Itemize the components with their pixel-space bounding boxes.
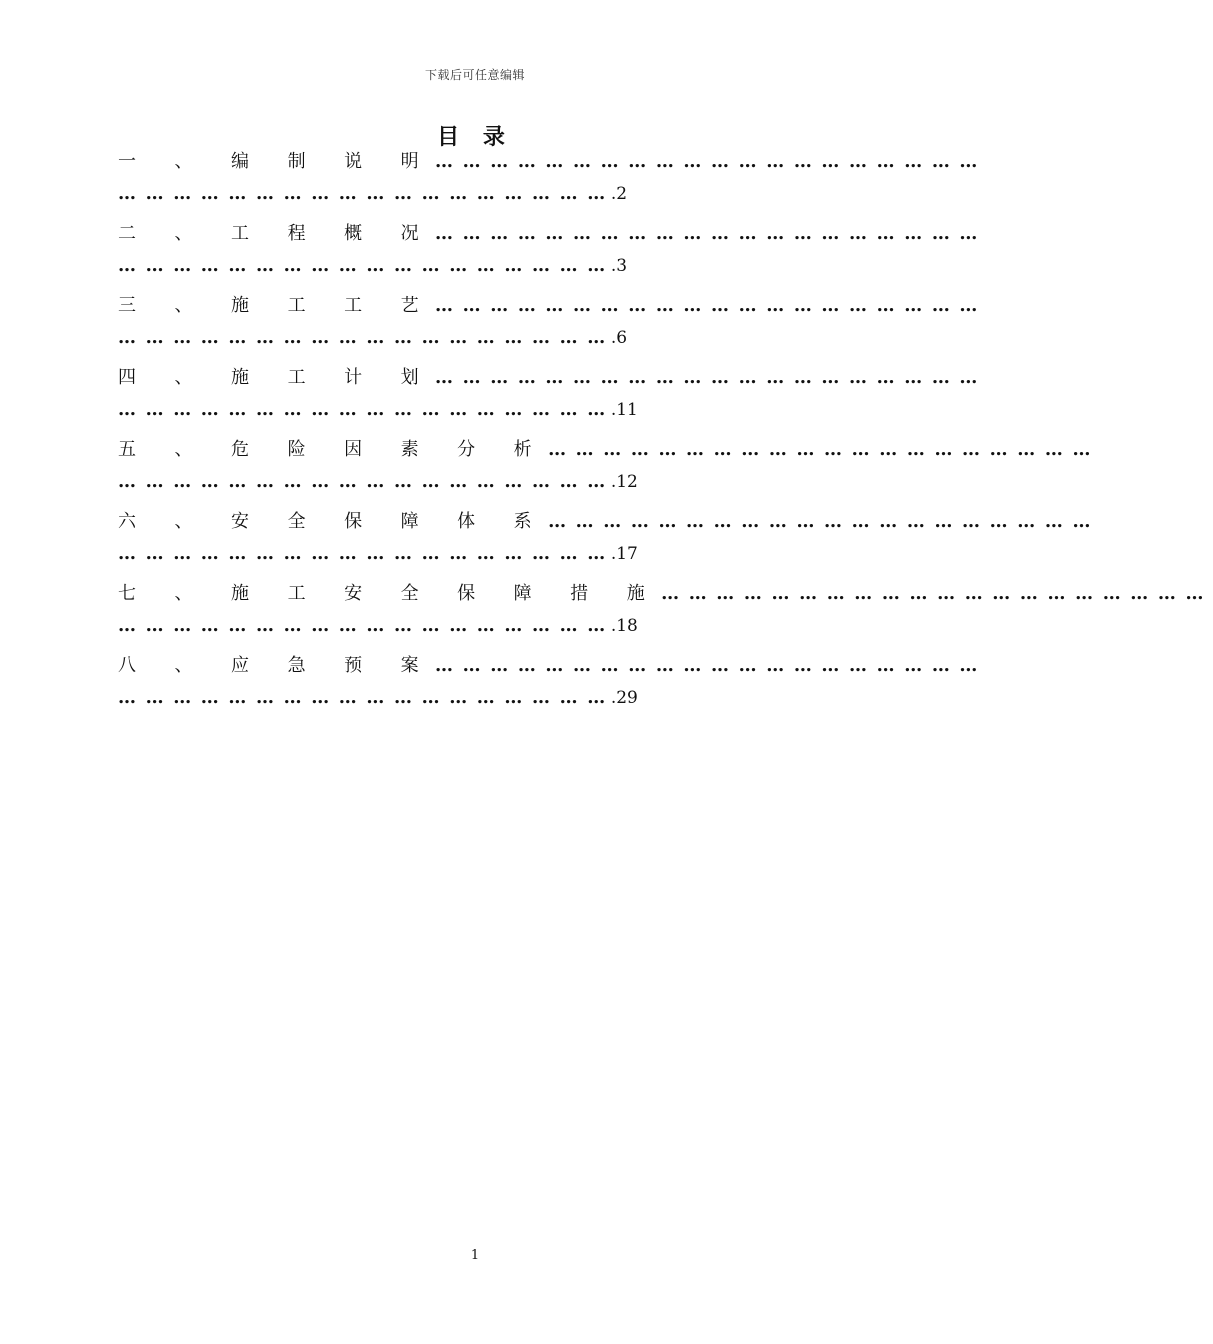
dot-leader: …………………………………………………… [435, 367, 988, 388]
dot-leader: …………………………………………………… [435, 223, 988, 244]
dot-leader: ……………………………………………… [118, 183, 615, 204]
toc-entry-label: 六 、 安 全 保 障 体 系 [118, 511, 549, 532]
dot-leader: ……………………………………………… [118, 471, 615, 492]
toc-entry-page: .12 [610, 472, 638, 492]
toc-entry-label: 三 、 施 工 工 艺 [118, 295, 436, 316]
dot-leader: …………………………………………………… [435, 295, 988, 316]
toc-entry-5[interactable] [118, 433, 1101, 505]
toc-entry-page: .29 [610, 688, 638, 708]
dot-leader: ……………………………………………… [118, 255, 615, 276]
toc-entry-page: .6 [610, 328, 628, 348]
toc-entry-6[interactable] [118, 505, 1101, 577]
toc-entry-page: .17 [610, 544, 638, 564]
toc-entry-2[interactable] [118, 217, 988, 289]
toc-entry-label: 一 、 编 制 说 明 [118, 151, 436, 172]
dot-leader: …………………………………………………… [548, 439, 1101, 460]
toc-entry-page: .11 [610, 400, 638, 420]
dot-leader: ……………………………………………… [118, 543, 615, 564]
toc-entry-page: .3 [610, 256, 628, 276]
dot-leader: ……………………………………………… [118, 327, 615, 348]
toc-entry-label: 二 、 工 程 概 况 [118, 223, 436, 244]
toc-entry-7[interactable] [118, 577, 1213, 649]
toc-entry-page: .2 [610, 184, 628, 204]
toc-entry-label: 八 、 应 急 预 案 [118, 655, 436, 676]
dot-leader: …………………………………………………… [435, 655, 988, 676]
dot-leader: ……………………………………………… [118, 687, 615, 708]
toc-entry-4[interactable] [118, 361, 988, 433]
table-of-contents [118, 145, 1213, 721]
document-title: 目 录 [437, 125, 513, 150]
toc-entry-label: 四 、 施 工 计 划 [118, 367, 436, 388]
toc-entry-8[interactable] [118, 649, 988, 721]
dot-leader: ……………………………………………… [118, 615, 615, 636]
dot-leader: …………………………………………………… [548, 511, 1101, 532]
page-number: 1 [470, 1248, 480, 1263]
dot-leader: …………………………………………………… [661, 583, 1213, 604]
page-header: 下载后可任意编辑 [424, 68, 525, 82]
dot-leader: …………………………………………………… [435, 151, 988, 172]
toc-entry-label: 七 、 施 工 安 全 保 障 措 施 [118, 583, 662, 604]
toc-entry-label: 五 、 危 险 因 素 分 析 [118, 439, 549, 460]
toc-entry-page: .18 [610, 616, 638, 636]
toc-entry-3[interactable] [118, 289, 988, 361]
dot-leader: ……………………………………………… [118, 399, 615, 420]
toc-entry-1[interactable] [118, 145, 988, 217]
